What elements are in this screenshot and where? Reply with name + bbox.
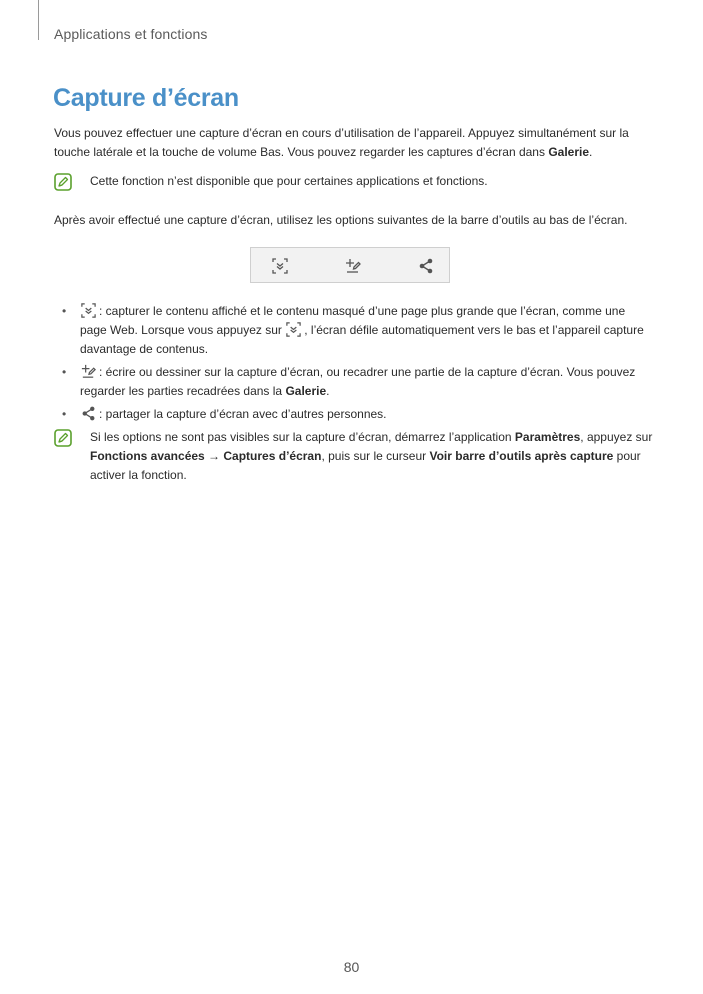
page-number: 80 [343, 959, 360, 975]
intro-end: . [589, 145, 593, 159]
show-toolbar-label: Voir barre d’outils après capture [429, 449, 614, 463]
intro-text: Vous pouvez effectuer une capture d’écran en cours d’utilisation de l’appareil. Appuyez simultanément sur la touche latérale et la touche de volume Bas. Vous pouvez regarder les captures d’écran dans [54, 126, 629, 159]
note-2 [54, 428, 654, 485]
note-icon [54, 173, 72, 191]
crop-draw-icon [80, 363, 97, 380]
toolbar-intro-paragraph: Après avoir effectué une capture d’écran, utilisez les options suivantes de la barre d’outils au bas de l’écran. [54, 213, 628, 227]
scroll-capture-icon [80, 302, 97, 319]
share-icon[interactable] [417, 257, 435, 275]
note-2-part-3: , puis sur le curseur [321, 449, 430, 463]
note-1 [54, 172, 654, 191]
crop-draw-end: . [326, 384, 330, 398]
list-item-crop-draw [54, 363, 654, 401]
scroll-capture-text-2: , l’écran défile automatiquement vers le bas et l’appareil capture davantage de contenus. [80, 323, 644, 356]
scroll-capture-icon[interactable] [271, 257, 289, 275]
settings-app-name: Paramètres [514, 430, 581, 444]
note-2-part-2: , appuyez sur [580, 430, 653, 444]
note-icon [54, 429, 72, 447]
bullet: • [62, 304, 67, 318]
intro-paragraph [54, 124, 654, 162]
note-2-part-1: Si les options ne sont pas visibles sur la capture d’écran, démarrez l’application [90, 430, 515, 444]
share-icon [80, 405, 97, 422]
list-item-scroll-capture [54, 302, 654, 359]
page-title: Capture d’écran [53, 84, 239, 112]
note-2-arrow: → [204, 449, 224, 463]
scroll-capture-icon [285, 321, 302, 338]
bullet: • [62, 407, 67, 421]
note-2-text [90, 428, 654, 485]
note-1-text: Cette fonction n’est disponible que pour certaines applications et fonctions. [90, 174, 488, 188]
crop-draw-bold-galerie: Galerie [285, 384, 327, 398]
bullet: • [62, 365, 67, 379]
section-header: Applications et fonctions [54, 26, 208, 42]
screenshot-toolbar [250, 247, 450, 283]
crop-draw-text: : écrire ou dessiner sur la capture d’écran, ou recadrer une partie de la capture d’écran. Vous pouvez regarder les parties recadrées dans la [80, 365, 636, 398]
list-item-share [54, 405, 654, 424]
crop-draw-icon[interactable] [344, 257, 362, 275]
intro-bold-galerie: Galerie [548, 145, 590, 159]
share-text: : partager la capture d’écran avec d’autres personnes. [99, 407, 387, 421]
scroll-capture-text-1: : capturer le contenu affiché et le contenu masqué d’une page plus grande que l’écran, comme une page Web. Lorsque vous appuyez sur [80, 304, 626, 337]
advanced-features-label: Fonctions avancées [90, 449, 205, 463]
screenshots-label: Captures d’écran [223, 449, 322, 463]
note-2-part-4: pour activer la fonction. [90, 449, 641, 482]
toolbar-options-list [54, 302, 654, 428]
header-rule [38, 0, 39, 40]
